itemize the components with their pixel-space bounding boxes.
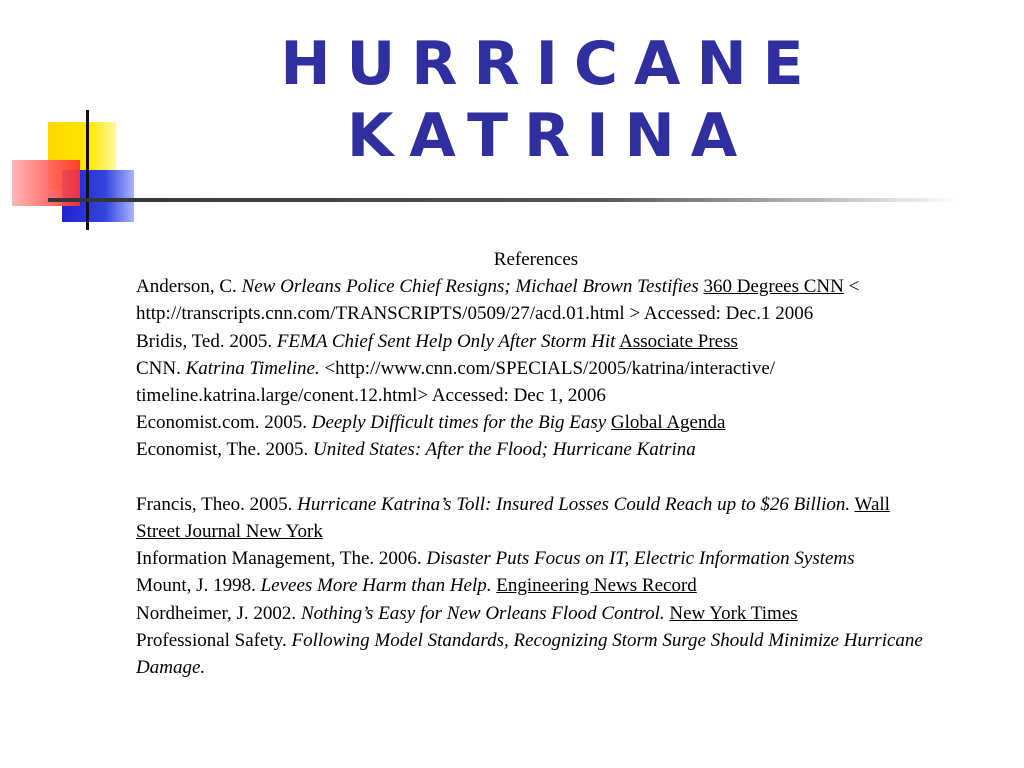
reference-title: Deeply Difficult times for the Big Easy [311,412,607,434]
reference-title: Hurricane Katrina’s Toll: Insured Losses Could Reach up to $26 Billion. [297,493,851,515]
reference-author: Nordheimer, J. 2002. [136,602,301,624]
reference-author: Economist, The. 2005. [136,439,313,461]
reference-title: United States: After the Flood; Hurricane Katrina [312,439,696,461]
reference-author: Economist.com. 2005. [136,412,312,434]
reference-author: Information Management, The. 2006. [136,548,427,570]
vertical-rule [86,110,89,230]
reference-entry [136,491,936,545]
reference-title: Levees More Harm than Help. [260,575,492,597]
reference-title: Disaster Puts Focus on IT, Electric Information Systems [426,548,855,570]
reference-author: CNN. [136,357,186,379]
reference-link[interactable]: Engineering News Record [496,575,697,597]
reference-entry [136,572,936,599]
reference-title: New Orleans Police Chief Resigns; Michael Brown Testifies [241,276,699,298]
reference-entry [136,355,936,409]
reference-entry [136,436,936,463]
reference-author: Professional Safety. [136,629,292,651]
references-heading: References [493,249,579,270]
reference-title: Katrina Timeline. [185,357,320,379]
slide-title [170,28,930,172]
reference-link[interactable]: New York Times [669,602,798,624]
title-line-2: KATRINA [346,101,754,171]
blue-square-decoration [62,170,134,222]
horizontal-rule [48,198,960,202]
reference-note: <http://www.cnn.com/SPECIALS/2005/katrina/interactive/ timeline.katrina.large/conent.12.html> Accessed: Dec 1, 2006 [136,357,776,407]
references-body [136,246,936,681]
reference-author: Mount, J. 1998. [136,575,261,597]
reference-entry [136,273,936,327]
title-line-1: HURRICANE [280,29,820,99]
reference-link[interactable]: Associate Press [619,330,738,352]
reference-note: < http://transcripts.cnn.com/TRANSCRIPTS/0509/27/acd.01.html > Accessed: Dec.1 2006 [136,276,860,325]
yellow-square-decoration [48,122,116,190]
reference-author: Anderson, C. [136,276,242,298]
reference-entry [136,328,936,355]
reference-link[interactable]: 360 Degrees CNN [703,276,844,298]
red-square-decoration [12,160,80,206]
reference-title: Following Model Standards, Recognizing Storm Surge Should Minimize Hurricane Damage. [136,629,923,679]
reference-entry [136,409,936,436]
reference-entry [136,600,936,627]
reference-title: FEMA Chief Sent Help Only After Storm Hit [276,330,616,352]
reference-author: Francis, Theo. 2005. [136,493,298,515]
reference-entry [136,627,936,681]
reference-author: Bridis, Ted. 2005. [136,330,277,352]
reference-title: Nothing’s Easy for New Orleans Flood Control. [300,602,665,624]
blank-line [136,464,936,491]
reference-link[interactable]: Global Agenda [610,412,726,434]
reference-link[interactable]: Wall Street Journal New York [136,493,890,543]
reference-entry [136,545,936,572]
